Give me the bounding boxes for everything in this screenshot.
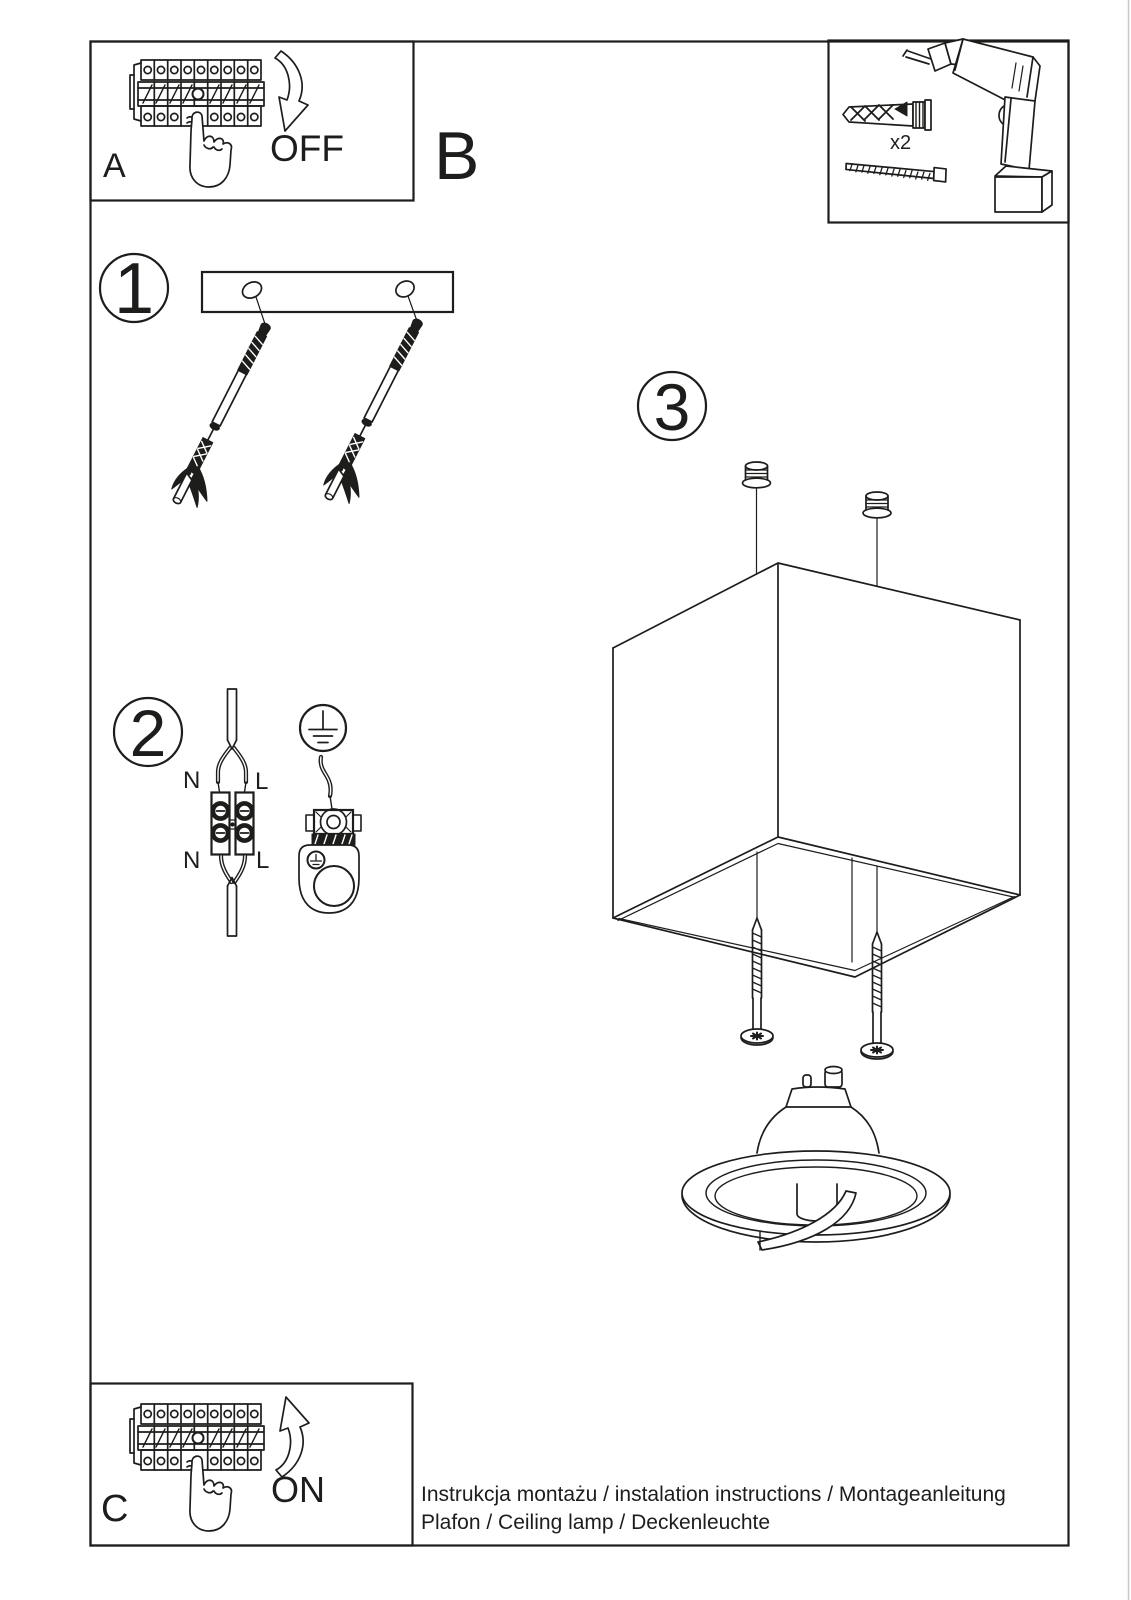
step-2-number: 2 (129, 696, 167, 770)
footer-line-1: Instrukcja montażu / instalation instructions / Montageanleitung (421, 1483, 1006, 1506)
panel-a-label: A (103, 147, 126, 185)
step-1-number: 1 (113, 249, 155, 329)
wire-line-bottom-label: L (256, 847, 270, 874)
arrow-down-icon (275, 51, 308, 131)
wire-line-top-label: L (255, 768, 269, 795)
terminal-block-icon (212, 793, 254, 855)
outer-frame (91, 0, 1129, 1600)
arrow-up-icon (276, 1397, 309, 1477)
wire-neutral-bottom-label: N (183, 847, 201, 874)
cable-out-icon (221, 856, 245, 936)
circuit-breaker-on-icon (130, 1404, 264, 1531)
footer-line-2: Plafon / Ceiling lamp / Deckenleuchte (421, 1511, 771, 1534)
anchor-quantity-label: x2 (890, 132, 912, 154)
footer-text (421, 1481, 1006, 1537)
screw-icon (846, 163, 946, 181)
switch-off-label: OFF (270, 128, 344, 169)
supply-cable-icon (218, 689, 246, 792)
panel-b-label: B (434, 118, 480, 194)
ground-wire-icon (321, 757, 332, 809)
bulb-icon (682, 1067, 950, 1251)
cube-lamp-icon (613, 563, 1020, 977)
step-3-number: 3 (653, 370, 691, 444)
lamp-holder-icon (299, 809, 361, 913)
wall-plug-icon (843, 100, 931, 130)
switch-on-label: ON (271, 1469, 325, 1510)
ground-symbol-icon (300, 705, 346, 751)
wire-neutral-top-label: N (183, 767, 201, 794)
circuit-breaker-off-icon (130, 60, 264, 187)
anchor-screw-assembly-icon (166, 315, 443, 515)
panel-c-label: C (101, 1488, 129, 1530)
ceiling-stud-icon (743, 462, 892, 586)
mounting-plate-icon (202, 272, 453, 324)
